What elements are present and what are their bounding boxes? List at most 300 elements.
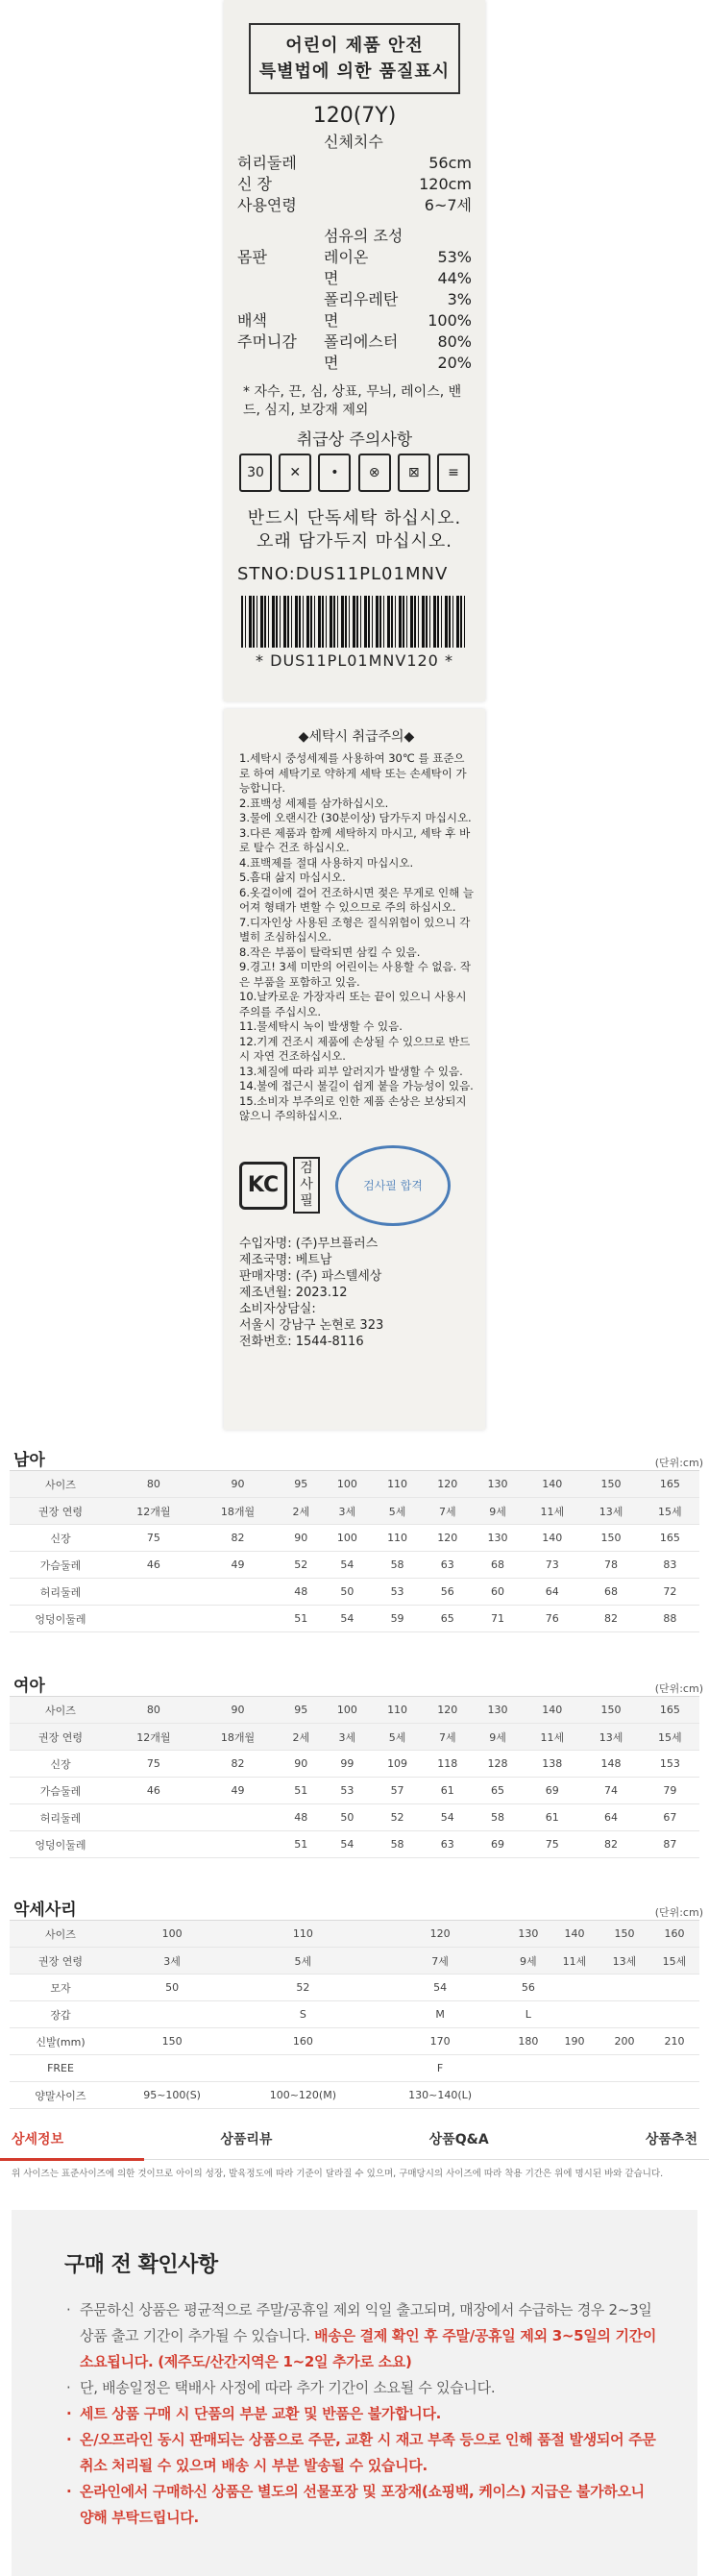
notice-item-shipping (64, 2297, 659, 2375)
table-cell: 58 (473, 1804, 523, 1831)
cert-line-2: 특별법에 의한 품질표시 (258, 61, 451, 82)
care-icons (239, 454, 470, 496)
table-cell: 50 (322, 1804, 372, 1831)
label-size: 120(7Y) (312, 104, 397, 128)
table-row (10, 1606, 699, 1632)
table-cell: 9세 (473, 1498, 523, 1525)
maker-line: 수입자명: (주)무브플러스 (239, 1236, 379, 1251)
table-row (10, 1525, 699, 1552)
table-cell: 150 (599, 1921, 649, 1948)
row-header: 권장 연령 (10, 1498, 111, 1525)
label-row (237, 174, 472, 195)
table-cell: 100 (111, 1921, 232, 1948)
cert-line-1: 어린이 제품 안전 (285, 36, 424, 56)
size-table (10, 1920, 699, 2109)
table-title: 남아 (13, 1451, 45, 1470)
table-cell: 95 (280, 1697, 322, 1724)
wash-item: 3.물에 오랜시간 (30분이상) 담가두지 마십시오. (239, 811, 472, 824)
table-cell: 51 (280, 1606, 322, 1632)
table-cell: 110 (232, 1921, 373, 1948)
table-cell: 56 (507, 1975, 550, 2001)
table-cell: F (374, 2055, 507, 2082)
table-cell: 3세 (322, 1724, 372, 1751)
table-cell: 110 (372, 1697, 422, 1724)
table-row (10, 1975, 699, 2001)
table-cell (649, 2001, 699, 2028)
table-cell (111, 1831, 196, 1858)
table-cell: 95~100(S) (111, 2082, 232, 2109)
wash-item: 10.날카로운 가장자리 또는 끝이 있으니 사용시 주의를 주십시오. (239, 990, 467, 1018)
label-row-material: 폴리우레탄 (324, 290, 399, 308)
table-cell: 160 (232, 2028, 373, 2055)
table-cell: 53 (372, 1579, 422, 1606)
table-cell: 13세 (599, 1948, 649, 1975)
notice-text: 주문하신 상품은 평균적으로 주말/공휴일 제외 익일 출고되며, 매장에서 수급하는 경우 2~3일 상품 출고 기간이 추가될 수 있습니다. (80, 2301, 652, 2344)
row-header: 사이즈 (10, 1921, 111, 1948)
table-cell: 54 (423, 1804, 473, 1831)
table-cell: 75 (523, 1831, 581, 1858)
table-cell (196, 1579, 281, 1606)
table-cell (507, 2082, 550, 2109)
table-cell: 54 (322, 1552, 372, 1579)
label-row (237, 247, 472, 268)
table-row (10, 1552, 699, 1579)
row-header: 신장 (10, 1751, 111, 1778)
label-row (237, 195, 472, 216)
table-cell: 50 (322, 1579, 372, 1606)
table-cell: 69 (473, 1831, 523, 1858)
product-tabs (0, 2118, 709, 2160)
table-cell: 100~120(M) (232, 2082, 373, 2109)
label-row-value: 120cm (419, 175, 472, 193)
table-cell: 46 (111, 1778, 196, 1804)
table-cell: 110 (372, 1525, 422, 1552)
label-row-key: 사용연령 (237, 196, 297, 214)
table-row (10, 1804, 699, 1831)
table-cell: 15세 (641, 1498, 699, 1525)
table-cell (111, 1606, 196, 1632)
table-cell: 118 (423, 1751, 473, 1778)
table-row (10, 2055, 699, 2082)
table-cell: 52 (280, 1552, 322, 1579)
table-cell: 11세 (550, 1948, 599, 1975)
body-size-rows (237, 153, 472, 216)
row-header: 장갑 (10, 2001, 111, 2028)
wash-item: 8.작은 부품이 탈락되면 삼킬 수 있음. (239, 945, 421, 959)
wash-30-icon: 30 (239, 454, 272, 492)
care-line-1: 반드시 단독세탁 하십시오. (247, 508, 462, 528)
label-row (237, 153, 472, 174)
row-header: FREE (10, 2055, 111, 2082)
size-table-boys (0, 1441, 709, 1632)
table-cell: 53 (322, 1778, 372, 1804)
tab-qna[interactable]: 상품Q&A (428, 2131, 489, 2147)
table-row (10, 1697, 699, 1724)
notice-item-gift (64, 2479, 659, 2531)
table-cell: 50 (111, 1975, 232, 2001)
table-cell: 153 (641, 1751, 699, 1778)
tab-detail[interactable]: 상세정보 (12, 2131, 64, 2147)
table-row (10, 2082, 699, 2109)
table-cell (649, 2082, 699, 2109)
table-cell: 5세 (372, 1724, 422, 1751)
wash-item: 13.체질에 따라 피부 알러지가 발생할 수 있음. (239, 1064, 463, 1078)
kc-row (239, 1145, 474, 1226)
table-cell: 54 (374, 1975, 507, 2001)
label-row-material: 면 (324, 311, 339, 330)
label-row (237, 331, 472, 353)
fiber-rows (237, 247, 472, 374)
table-cell: 49 (196, 1552, 281, 1579)
label-row-value: 56cm (428, 154, 472, 172)
table-row (10, 1948, 699, 1975)
table-cell: 2세 (280, 1498, 322, 1525)
table-row (10, 1471, 699, 1498)
label-row-key (237, 268, 324, 289)
iron-low-icon: • (318, 454, 351, 492)
row-header: 신발(mm) (10, 2028, 111, 2055)
table-cell: 3세 (322, 1498, 372, 1525)
maker-line: 서울시 강남구 논현로 323 (239, 1317, 384, 1333)
table-cell: 150 (581, 1525, 640, 1552)
table-cell: L (507, 2001, 550, 2028)
table-cell: 76 (523, 1606, 581, 1632)
tab-recommend[interactable]: 상품추천 (645, 2131, 697, 2147)
table-cell (111, 1579, 196, 1606)
table-cell: 82 (196, 1525, 281, 1552)
table-cell: 99 (322, 1751, 372, 1778)
table-cell: 165 (641, 1471, 699, 1498)
row-header: 사이즈 (10, 1697, 111, 1724)
table-cell: 13세 (581, 1498, 640, 1525)
table-cell: 69 (523, 1778, 581, 1804)
table-cell: 64 (523, 1579, 581, 1606)
size-table-accessories (0, 1891, 709, 2118)
notice-text: 세트 상품 구매 시 단품의 부분 교환 및 반품은 불가합니다. (80, 2405, 442, 2422)
label-row-key: 배색 (237, 311, 267, 330)
label-row-key: 신 장 (237, 175, 272, 193)
row-header: 양말사이즈 (10, 2082, 111, 2109)
label-note: * 자수, 끈, 심, 상표, 무늬, 레이스, 밴드, 심지, 보강재 제외 (243, 384, 462, 418)
table-cell: 71 (473, 1606, 523, 1632)
table-cell: 11세 (523, 1498, 581, 1525)
no-tumble-dry-icon: ⊠ (398, 454, 430, 492)
table-cell: 100 (322, 1525, 372, 1552)
table-cell: 75 (111, 1751, 196, 1778)
table-cell (599, 2055, 649, 2082)
fiber-header-row (237, 226, 472, 247)
row-header: 가슴둘레 (10, 1778, 111, 1804)
row-header: 허리둘레 (10, 1579, 111, 1606)
label-row-material: 면 (324, 269, 339, 287)
table-cell: 54 (322, 1606, 372, 1632)
table-cell: 87 (641, 1831, 699, 1858)
table-cell: 180 (507, 2028, 550, 2055)
table-cell: 51 (280, 1778, 322, 1804)
table-cell: 190 (550, 2028, 599, 2055)
barcode-text: * DUS11PL01MNV120 * (256, 651, 453, 670)
table-cell: 165 (641, 1697, 699, 1724)
maker-line: 제조년월: 2023.12 (239, 1285, 348, 1300)
table-cell: 51 (280, 1831, 322, 1858)
table-cell: 3세 (111, 1948, 232, 1975)
table-cell (196, 1804, 281, 1831)
table-cell: 46 (111, 1552, 196, 1579)
wash-item: 2.표백성 세제를 삼가하십시오. (239, 796, 389, 810)
label-row-value: 80% (437, 332, 472, 351)
table-cell: 5세 (232, 1948, 373, 1975)
table-cell (232, 2055, 373, 2082)
row-header: 사이즈 (10, 1471, 111, 1498)
wash-item: 15.소비자 부주의로 인한 제품 손상은 보상되지 않으니 주의하십시오. (239, 1093, 467, 1122)
table-cell: 79 (641, 1778, 699, 1804)
table-row (10, 1778, 699, 1804)
table-cell: 138 (523, 1751, 581, 1778)
table-cell: 63 (423, 1552, 473, 1579)
table-cell: 82 (196, 1751, 281, 1778)
inspection-stamp-icon: 검사필 합격 (335, 1145, 451, 1226)
table-row (10, 1724, 699, 1751)
size-table-girls (0, 1667, 709, 1858)
table-cell: 130~140(L) (374, 2082, 507, 2109)
style-code: STNO:DUS11PL01MNV (237, 564, 449, 584)
label-row (237, 353, 472, 374)
table-cell: 150 (581, 1471, 640, 1498)
table-cell: 120 (423, 1525, 473, 1552)
fiber-header: 섬유의 조성 (324, 227, 403, 245)
table-cell: 75 (111, 1525, 196, 1552)
table-cell: 56 (423, 1579, 473, 1606)
table-cell: 100 (322, 1471, 372, 1498)
table-cell: 210 (649, 2028, 699, 2055)
table-cell: 95 (280, 1471, 322, 1498)
table-cell: 140 (523, 1697, 581, 1724)
table-cell (550, 2001, 599, 2028)
table-row (10, 2001, 699, 2028)
notice-text: 온/오프라인 동시 판매되는 상품으로 주문, 교환 시 재고 부족 등으로 인해 품절 발생되어 주문취소 처리될 수 있으며 배송 시 부분 발송될 수 있습니다. (80, 2431, 656, 2474)
table-cell: 150 (111, 2028, 232, 2055)
table-cell: 13세 (581, 1724, 640, 1751)
table-row (10, 2028, 699, 2055)
table-cell: 130 (507, 1921, 550, 1948)
row-header: 엉덩이둘레 (10, 1831, 111, 1858)
wash-item: 3.다른 제품과 함께 세탁하지 마시고, 세탁 후 바로 탈수 건조 하십시오. (239, 825, 471, 854)
table-cell: 140 (523, 1471, 581, 1498)
label-row-material: 면 (324, 354, 339, 372)
table-title: 여아 (13, 1677, 45, 1696)
table-cell: 78 (581, 1552, 640, 1579)
label-row-value: 6~7세 (424, 196, 472, 214)
table-cell (111, 2055, 232, 2082)
table-cell: 120 (423, 1471, 473, 1498)
table-cell: 65 (423, 1606, 473, 1632)
label-row-material (324, 174, 404, 195)
label-row-value: 100% (428, 311, 472, 330)
label-row-key: 몸판 (237, 248, 267, 266)
wash-item: 12.기계 건조시 제품에 손상될 수 있으므로 반드시 자연 건조하십시오. (239, 1034, 471, 1063)
wash-instructions (239, 751, 474, 1124)
table-cell: 15세 (649, 1948, 699, 1975)
label-row-key: 허리둘레 (237, 154, 297, 172)
table-cell: 9세 (507, 1948, 550, 1975)
table-row (10, 1831, 699, 1858)
maker-line: 제조국명: 베트남 (239, 1252, 332, 1267)
notice-text: 온라인에서 구매하신 상품은 별도의 선물포장 및 포장재(쇼핑백, 케이스) 지급은 불가하오니 양해 부탁드립니다. (80, 2483, 645, 2526)
care-line-2: 오래 담가두지 마십시오. (256, 531, 453, 552)
table-cell: 200 (599, 2028, 649, 2055)
table-cell: 68 (581, 1579, 640, 1606)
table-cell: M (374, 2001, 507, 2028)
notice-title: 구매 전 확인사항 (64, 2253, 218, 2277)
table-cell: 140 (550, 1921, 599, 1948)
table-cell: 120 (374, 1921, 507, 1948)
table-cell: 60 (473, 1579, 523, 1606)
table-row (10, 1498, 699, 1525)
dry-shade-icon: ≡ (437, 454, 470, 492)
no-bleach-icon: ✕ (279, 454, 311, 492)
label-row-key (237, 353, 324, 374)
table-cell (111, 2001, 232, 2028)
row-header: 허리둘레 (10, 1804, 111, 1831)
care-label-photo-2 (224, 709, 485, 1430)
wash-item: 6.옷걸이에 걸어 건조하시면 젖은 무게로 인해 늘어져 형태가 변할 수 있으므로 주의 하십시오. (239, 885, 474, 914)
wash-item: 9.경고! 3세 미만의 어린이는 사용할 수 없음. 작은 부품을 포함하고 있음. (239, 960, 471, 989)
label-row-key: 주머니감 (237, 332, 297, 351)
table-cell: 88 (641, 1606, 699, 1632)
table-cell: 52 (372, 1804, 422, 1831)
row-header: 권장 연령 (10, 1948, 111, 1975)
table-cell: 82 (581, 1831, 640, 1858)
table-cell: 90 (196, 1471, 281, 1498)
label-row-material (324, 195, 404, 216)
table-cell: 64 (581, 1804, 640, 1831)
table-cell: 109 (372, 1751, 422, 1778)
no-dryclean-icon: ⊗ (358, 454, 391, 492)
table-cell: 52 (232, 1975, 373, 2001)
purchase-notice (12, 2210, 697, 2576)
table-cell: 160 (649, 1921, 699, 1948)
label-row (237, 289, 472, 310)
wash-title: ◆세탁시 취급주의◆ (298, 729, 415, 745)
table-cell: 90 (196, 1697, 281, 1724)
table-cell: 2세 (280, 1724, 322, 1751)
table-cell: 110 (372, 1471, 422, 1498)
table-cell: 49 (196, 1778, 281, 1804)
table-cell: 80 (111, 1471, 196, 1498)
table-cell (196, 1606, 281, 1632)
wash-item: 4.표백제를 절대 사용하지 마십시오. (239, 855, 414, 870)
table-cell (550, 1975, 599, 2001)
kc-mark-icon: KC (239, 1162, 287, 1210)
table-cell: 120 (423, 1697, 473, 1724)
label-row-value: 3% (447, 290, 472, 308)
care-label-photo-1 (224, 0, 485, 701)
table-cell (599, 2082, 649, 2109)
table-row (10, 1751, 699, 1778)
body-size-header-row (237, 132, 472, 153)
barcode (241, 596, 468, 648)
table-cell: 11세 (523, 1724, 581, 1751)
care-title: 취급상 주의사항 (296, 430, 413, 450)
label-row-value: 44% (437, 269, 472, 287)
table-cell: 73 (523, 1552, 581, 1579)
active-tab-underline (0, 2158, 144, 2161)
table-cell: 82 (581, 1606, 640, 1632)
table-cell: 5세 (372, 1498, 422, 1525)
table-cell (507, 2055, 550, 2082)
label-row-key (237, 289, 324, 310)
wash-item: 14.불에 접근시 불길이 쉽게 붙을 가능성이 있음. (239, 1079, 474, 1092)
table-cell (599, 1975, 649, 2001)
table-cell: 83 (641, 1552, 699, 1579)
table-cell: 90 (280, 1525, 322, 1552)
notice-item-stock (64, 2427, 659, 2479)
notice-emphasis: 배송은 결제 확인 후 주말/공휴일 제외 3~5일의 기간이 소요됩니다. (제주도/산간지역은 1~2일 추가로 소요) (80, 2327, 657, 2370)
label-row-value: 20% (437, 354, 472, 372)
table-cell (599, 2001, 649, 2028)
table-cell: 61 (523, 1804, 581, 1831)
table-cell: 15세 (641, 1724, 699, 1751)
table-cell: 54 (322, 1831, 372, 1858)
table-cell: 7세 (374, 1948, 507, 1975)
table-cell: 165 (641, 1525, 699, 1552)
size-fine-print: 위 사이즈는 표준사이즈에 의한 것이므로 아이의 성장, 발육정도에 따라 기준이 달라질 수 있으며, 구매당시의 사이즈에 따라 착용 기간은 위에 명시된 바와 같습니다. (12, 2169, 664, 2179)
table-cell: 130 (473, 1471, 523, 1498)
body-size-header: 신체치수 (324, 133, 383, 151)
table-cell: 18개월 (196, 1498, 281, 1525)
table-cell: 58 (372, 1831, 422, 1858)
label-row-material: 폴리에스터 (324, 332, 399, 351)
table-cell (649, 2055, 699, 2082)
row-header: 신장 (10, 1525, 111, 1552)
wash-item: 7.디자인상 사용된 조형은 질식위험이 있으니 각별히 조심하십시오. (239, 915, 471, 944)
label-row-material: 레이온 (324, 248, 369, 266)
table-cell: 130 (473, 1525, 523, 1552)
wash-item: 1.세탁시 중성세제를 사용하여 30℃ 를 표준으로 하여 세탁기로 약하게 세탁 또는 손세탁이 가능합니다. (239, 751, 467, 795)
table-unit: (단위:cm) (654, 1906, 703, 1919)
table-cell: 68 (473, 1552, 523, 1579)
maker-line: 소비자상담실: (239, 1301, 316, 1316)
table-cell: 7세 (423, 1724, 473, 1751)
table-cell: 130 (473, 1697, 523, 1724)
size-table (10, 1696, 699, 1858)
table-row (10, 1921, 699, 1948)
table-cell: S (232, 2001, 373, 2028)
wash-item: 5.흠대 삶지 마십시오. (239, 871, 346, 884)
tab-review[interactable]: 상품리뷰 (220, 2131, 273, 2147)
kc-inspection-text: 검사필 (293, 1157, 320, 1214)
table-cell: 57 (372, 1778, 422, 1804)
table-cell: 67 (641, 1804, 699, 1831)
table-cell: 12개월 (111, 1724, 196, 1751)
table-cell: 58 (372, 1552, 422, 1579)
table-cell: 59 (372, 1606, 422, 1632)
table-cell: 48 (280, 1804, 322, 1831)
table-cell: 100 (322, 1697, 372, 1724)
table-unit: (단위:cm) (654, 1457, 703, 1469)
table-cell (196, 1831, 281, 1858)
table-cell (649, 1975, 699, 2001)
row-header: 엉덩이둘레 (10, 1606, 111, 1632)
table-cell: 12개월 (111, 1498, 196, 1525)
table-cell: 63 (423, 1831, 473, 1858)
table-cell: 74 (581, 1778, 640, 1804)
table-cell: 148 (581, 1751, 640, 1778)
maker-info (239, 1236, 474, 1350)
table-cell (111, 1804, 196, 1831)
table-cell: 65 (473, 1778, 523, 1804)
table-cell: 128 (473, 1751, 523, 1778)
